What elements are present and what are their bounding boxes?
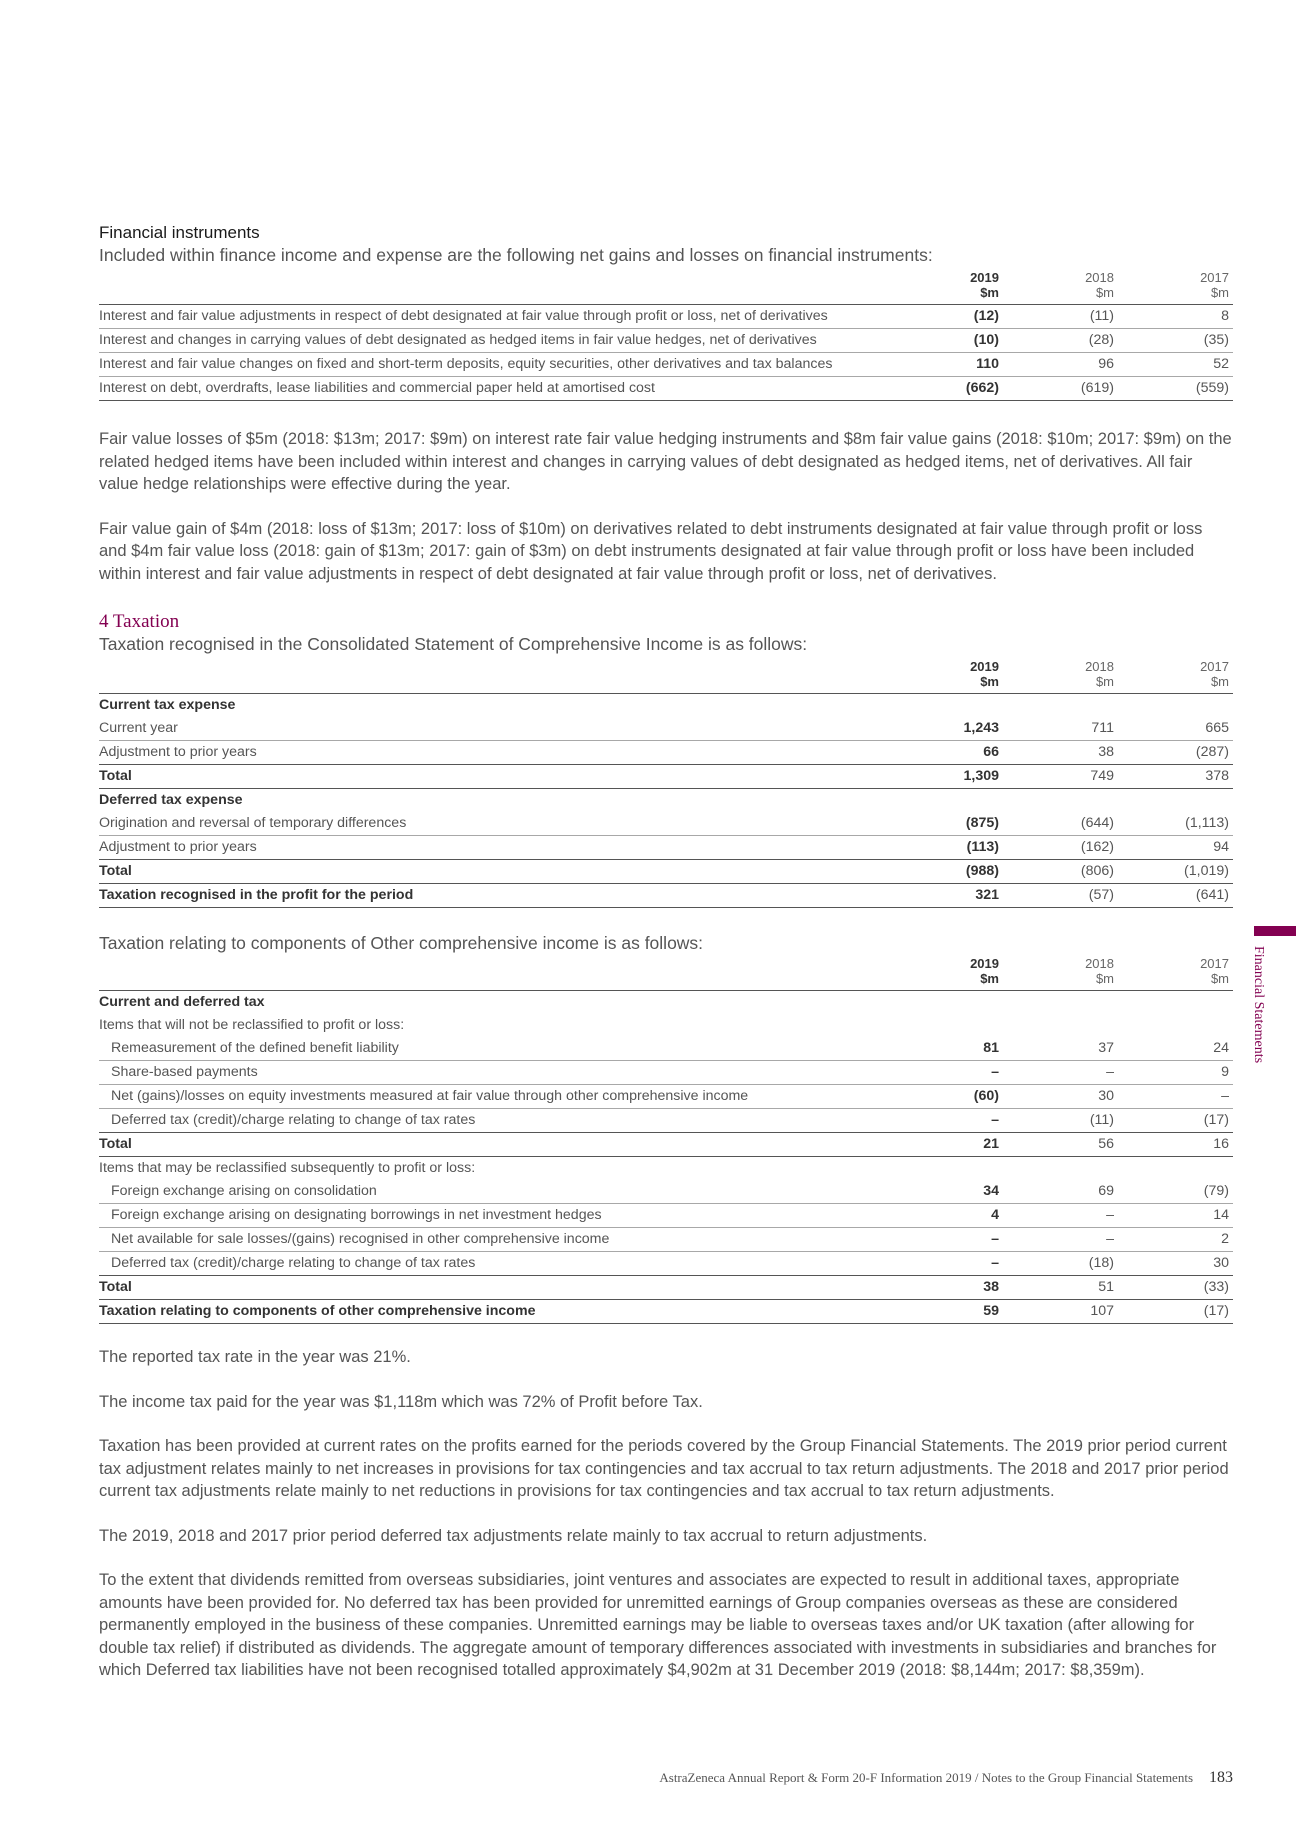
value-2019: (662) <box>888 377 1003 401</box>
value-2019: 321 <box>888 884 1003 908</box>
value-2017: (287) <box>1118 741 1233 765</box>
row-label: Total <box>99 1133 888 1157</box>
value-2017: 94 <box>1118 836 1233 860</box>
row-label: Net available for sale losses/(gains) recognised in other comprehensive income <box>99 1228 888 1252</box>
row-label: Interest and fair value adjustments in respect of debt designated at fair value through profit or loss, net of derivatives <box>99 305 888 329</box>
table-row <box>99 1109 1233 1133</box>
table-row <box>99 329 1233 353</box>
page-footer <box>659 1769 1233 1787</box>
grand-total-row <box>99 884 1233 908</box>
table-header-row <box>99 659 1233 694</box>
value-2018: – <box>1003 1061 1118 1085</box>
value-2019: 110 <box>888 353 1003 377</box>
value-2019: – <box>888 1061 1003 1085</box>
value-2019: 66 <box>888 741 1003 765</box>
value-2017: (17) <box>1118 1109 1233 1133</box>
value-2019: 1,309 <box>888 765 1003 789</box>
value-2018: (644) <box>1003 812 1118 836</box>
value-2018: (57) <box>1003 884 1118 908</box>
value-2018: (162) <box>1003 836 1118 860</box>
row-label: Adjustment to prior years <box>99 741 888 765</box>
subsection-heading-row <box>99 1014 1233 1037</box>
table-row <box>99 1037 1233 1061</box>
row-label: Interest and changes in carrying values of debt designated as hedged items in fair value hedges, net of derivatives <box>99 329 888 353</box>
value-2018: 107 <box>1003 1300 1118 1324</box>
col-2018: 2018 $m <box>1003 956 1118 991</box>
value-2019: – <box>888 1252 1003 1276</box>
col-2019: 2019 $m <box>888 270 1003 305</box>
value-2017: (641) <box>1118 884 1233 908</box>
value-2018: (28) <box>1003 329 1118 353</box>
row-label: Deferred tax (credit)/charge relating to change of tax rates <box>99 1109 888 1133</box>
value-2017: 8 <box>1118 305 1233 329</box>
oci-intro: Taxation relating to components of Other comprehensive income is as follows: <box>99 933 704 953</box>
page-content <box>99 222 1233 1682</box>
value-2018: (11) <box>1003 305 1118 329</box>
value-2018: 96 <box>1003 353 1118 377</box>
col-2018: 2018 $m <box>1003 659 1118 694</box>
taxation-heading: 4 Taxation <box>99 611 180 632</box>
provision-paragraph: Taxation has been provided at current rates on the profits earned for the periods covered by the Group Financial Statements. The 2019 prior period current tax adjustment relates mainly to net increases in provisions for tax contingencies and tax accrual to tax return adjustments. The 2018 and 2017 prior period current tax adjustments relate mainly to net reductions in provisions for tax contingencies and tax accrual to tax return adjustments. <box>99 1437 1229 1500</box>
table-row <box>99 1228 1233 1252</box>
table-row <box>99 1061 1233 1085</box>
section-tab-marker <box>1254 926 1296 936</box>
row-label: Foreign exchange arising on designating borrowings in net investment hedges <box>99 1204 888 1228</box>
footer-text: AstraZeneca Annual Report & Form 20-F Information 2019 / Notes to the Group Financial Statements <box>659 1770 1193 1785</box>
value-2018: – <box>1003 1228 1118 1252</box>
tax-paid-paragraph: The income tax paid for the year was $1,118m which was 72% of Profit before Tax. <box>99 1392 703 1411</box>
value-2017: 16 <box>1118 1133 1233 1157</box>
fin-instruments-heading: Financial instruments <box>99 223 260 242</box>
grand-total-row <box>99 1300 1233 1324</box>
subsection-heading-row <box>99 1157 1233 1181</box>
value-2017: (1,019) <box>1118 860 1233 884</box>
col-2019: 2019 $m <box>888 956 1003 991</box>
value-2018: 37 <box>1003 1037 1118 1061</box>
table-row <box>99 1252 1233 1276</box>
row-label: Taxation relating to components of other comprehensive income <box>99 1300 888 1324</box>
row-label: Total <box>99 765 888 789</box>
value-2019: 38 <box>888 1276 1003 1300</box>
row-label: Remeasurement of the defined benefit liability <box>99 1037 888 1061</box>
value-2019: (875) <box>888 812 1003 836</box>
value-2017: 2 <box>1118 1228 1233 1252</box>
row-label: Total <box>99 1276 888 1300</box>
value-2018: (11) <box>1003 1109 1118 1133</box>
value-2018: 69 <box>1003 1180 1118 1204</box>
value-2018: (18) <box>1003 1252 1118 1276</box>
page-number: 183 <box>1209 1769 1233 1786</box>
value-2018: 711 <box>1003 717 1118 741</box>
value-2019: 81 <box>888 1037 1003 1061</box>
not-reclassified-heading: Items that will not be reclassified to profit or loss: <box>99 1017 405 1033</box>
table-row <box>99 1085 1233 1109</box>
taxation-table <box>99 659 1233 908</box>
row-label: Share-based payments <box>99 1061 888 1085</box>
value-2017: 52 <box>1118 353 1233 377</box>
taxation-intro: Taxation recognised in the Consolidated Statement of Comprehensive Income is as follows: <box>99 634 808 654</box>
value-2017: 30 <box>1118 1252 1233 1276</box>
section-heading-row <box>99 991 1233 1015</box>
value-2017: (35) <box>1118 329 1233 353</box>
table-row <box>99 1180 1233 1204</box>
row-label: Total <box>99 860 888 884</box>
row-label: Foreign exchange arising on consolidation <box>99 1180 888 1204</box>
value-2017: 14 <box>1118 1204 1233 1228</box>
row-label: Interest on debt, overdrafts, lease liabilities and commercial paper held at amortised cost <box>99 377 888 401</box>
table-row <box>99 812 1233 836</box>
deferred-tax-heading: Deferred tax expense <box>99 792 243 808</box>
value-2018: 38 <box>1003 741 1118 765</box>
total-row <box>99 1276 1233 1300</box>
value-2017: (559) <box>1118 377 1233 401</box>
value-2019: – <box>888 1109 1003 1133</box>
value-2017: (33) <box>1118 1276 1233 1300</box>
value-2017: (1,113) <box>1118 812 1233 836</box>
value-2018: (619) <box>1003 377 1118 401</box>
current-deferred-heading: Current and deferred tax <box>99 994 265 1010</box>
value-2019: (988) <box>888 860 1003 884</box>
table-row <box>99 377 1233 401</box>
value-2019: (60) <box>888 1085 1003 1109</box>
total-row <box>99 765 1233 789</box>
col-2017: 2017 $m <box>1118 270 1233 305</box>
value-2019: 4 <box>888 1204 1003 1228</box>
table-header-row <box>99 956 1233 991</box>
value-2017: 378 <box>1118 765 1233 789</box>
col-2018: 2018 $m <box>1003 270 1118 305</box>
col-2019: 2019 $m <box>888 659 1003 694</box>
value-2017: (17) <box>1118 1300 1233 1324</box>
fair-value-paragraph-2: Fair value gain of $4m (2018: loss of $13m; 2017: loss of $10m) on derivatives related to debt instruments designated at fair value through profit or loss and $4m fair value loss (2018: gain of $13m; 2017: gain of $3m) on debt instruments designated at fair value through profit or loss have been included within interest and fair value adjustments in respect of debt designated at fair value through profit or loss, net of derivatives. <box>99 519 1203 583</box>
value-2018: 51 <box>1003 1276 1118 1300</box>
value-2019: 34 <box>888 1180 1003 1204</box>
value-2017: (79) <box>1118 1180 1233 1204</box>
total-row <box>99 860 1233 884</box>
value-2018: – <box>1003 1204 1118 1228</box>
oci-table <box>99 956 1233 1324</box>
table-row <box>99 1204 1233 1228</box>
tax-rate-paragraph: The reported tax rate in the year was 21%. <box>99 1348 411 1366</box>
row-label: Current year <box>99 717 888 741</box>
reclassified-heading: Items that may be reclassified subsequently to profit or loss: <box>99 1160 476 1176</box>
value-2018: 30 <box>1003 1085 1118 1109</box>
total-row <box>99 1133 1233 1157</box>
value-2019: – <box>888 1228 1003 1252</box>
value-2017: 665 <box>1118 717 1233 741</box>
row-label: Origination and reversal of temporary differences <box>99 812 888 836</box>
table-row <box>99 836 1233 860</box>
prior-period-paragraph: The 2019, 2018 and 2017 prior period deferred tax adjustments relate mainly to tax accrual to return adjustments. <box>99 1526 928 1545</box>
value-2019: (12) <box>888 305 1003 329</box>
value-2019: 21 <box>888 1133 1003 1157</box>
value-2019: (113) <box>888 836 1003 860</box>
current-tax-heading: Current tax expense <box>99 697 236 713</box>
row-label: Taxation recognised in the profit for the period <box>99 884 888 908</box>
value-2019: (10) <box>888 329 1003 353</box>
col-2017: 2017 $m <box>1118 956 1233 991</box>
value-2019: 59 <box>888 1300 1003 1324</box>
section-heading-row <box>99 789 1233 813</box>
value-2019: 1,243 <box>888 717 1003 741</box>
fin-instruments-table <box>99 270 1233 401</box>
value-2017: – <box>1118 1085 1233 1109</box>
section-heading-row <box>99 694 1233 718</box>
table-header-row <box>99 270 1233 305</box>
row-label: Adjustment to prior years <box>99 836 888 860</box>
value-2018: 749 <box>1003 765 1118 789</box>
fair-value-paragraph-1: Fair value losses of $5m (2018: $13m; 2017: $9m) on interest rate fair value hedging instruments and $8m fair value gains (2018: $10m; 2017: $9m) on the related hedged items have been included within interest and changes in carrying values of debt designated as hedged items, net of derivatives. All fair value hedge relationships were effective during the year. <box>99 430 1232 493</box>
table-row <box>99 353 1233 377</box>
row-label: Deferred tax (credit)/charge relating to change of tax rates <box>99 1252 888 1276</box>
fin-instruments-intro: Included within finance income and expense are the following net gains and losses on financial instruments: <box>99 245 933 265</box>
table-row <box>99 741 1233 765</box>
table-row <box>99 305 1233 329</box>
value-2017: 24 <box>1118 1037 1233 1061</box>
dividends-paragraph: To the extent that dividends remitted from overseas subsidiaries, joint ventures and associates are expected to result in additional taxes, appropriate amounts have been provided for. No deferred tax has been provided for unremitted earnings of Group companies overseas as these are considered permanently employed in the business of these companies. Unremitted earnings may be liable to overseas taxes and/or UK taxation (after allowing for double tax relief) if distributed as dividends. The aggregate amount of temporary differences associated with investments in subsidiaries and branches for which Deferred tax liabilities have not been recognised totalled approximately $4,902m at 31 December 2019 (2018: $8,144m; 2017: $8,359m). <box>99 1571 1217 1679</box>
section-side-label: Financial Statements <box>1251 946 1266 1064</box>
value-2017: 9 <box>1118 1061 1233 1085</box>
row-label: Interest and fair value changes on fixed and short-term deposits, equity securities, other derivatives and tax balances <box>99 353 888 377</box>
value-2018: (806) <box>1003 860 1118 884</box>
value-2018: 56 <box>1003 1133 1118 1157</box>
col-2017: 2017 $m <box>1118 659 1233 694</box>
table-row <box>99 717 1233 741</box>
row-label: Net (gains)/losses on equity investments measured at fair value through other comprehensive income <box>99 1085 888 1109</box>
